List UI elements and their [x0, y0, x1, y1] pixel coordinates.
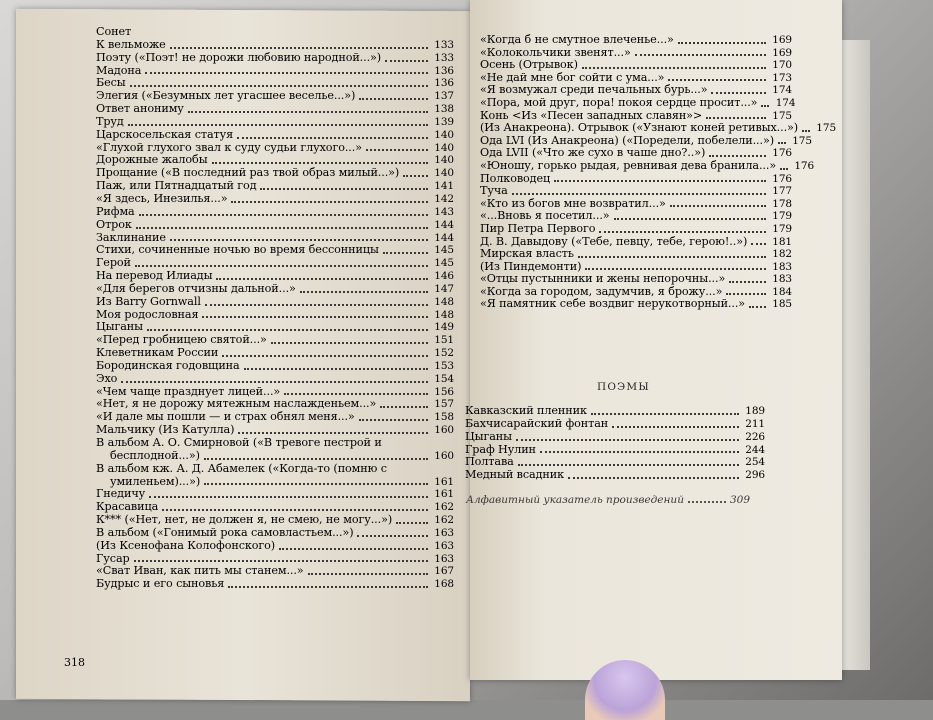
leader-dots	[136, 226, 428, 229]
toc-entry-page: 161	[434, 488, 454, 501]
toc-entry-page: 157	[434, 398, 454, 411]
toc-entry-title: Ода LVII («Что же сухо в чаше дно?..»)	[480, 146, 706, 160]
leader-dots	[568, 476, 739, 479]
toc-entry	[96, 219, 454, 232]
leader-dots	[205, 303, 428, 306]
toc-entry-title: Бородинская годовщина	[96, 358, 240, 372]
toc-entry	[96, 527, 454, 540]
toc-entry	[480, 248, 792, 261]
leader-dots	[668, 78, 766, 81]
leader-dots	[279, 547, 428, 550]
toc-entry-page: 133	[434, 38, 454, 51]
toc-entry-page: 244	[745, 443, 765, 456]
toc-entry-title: Д. В. Давыдову («Тебе, певцу, тебе, герою!..»)	[480, 234, 748, 248]
leader-dots	[260, 187, 428, 190]
toc-entry-title: В альбом А. О. Смирновой («В тревоге пестрой и	[96, 436, 382, 449]
toc-entry	[96, 52, 454, 65]
toc-entry-page: 140	[434, 141, 454, 154]
leader-dots	[284, 392, 428, 395]
toc-entry-title: Ода LVI (Из Анакреона) («Поредели, побелели...»)	[480, 133, 774, 147]
toc-entry	[96, 270, 454, 283]
toc-entry	[96, 26, 454, 39]
toc-entry-title: Мадона	[96, 63, 142, 77]
toc-entry-page: 133	[434, 51, 454, 64]
toc-entry-page: 162	[434, 501, 454, 514]
leader-dots	[170, 238, 428, 241]
toc-entry-title: Поэту («Поэт! не дорожи любовию народной...»)	[96, 50, 382, 64]
toc-entry	[96, 578, 454, 591]
toc-entry-title: Элегия («Безумных лет угасшее веселье...»)	[96, 89, 356, 103]
toc-entry-page: 176	[772, 147, 792, 160]
toc-entry-page: 136	[434, 64, 454, 77]
toc-entry-page: 152	[434, 347, 454, 360]
leader-dots	[204, 482, 428, 485]
leader-dots	[145, 71, 428, 74]
toc-entry-title: «Перед гробницею святой...»	[96, 333, 267, 347]
leader-dots	[709, 154, 766, 157]
toc-entry	[480, 95, 796, 110]
leader-dots	[162, 508, 428, 511]
toc-entry	[96, 39, 454, 52]
leader-dots	[380, 405, 428, 408]
toc-entry-page: 144	[434, 218, 454, 231]
toc-entry	[96, 360, 454, 373]
toc-entry-page: 174	[775, 96, 796, 109]
toc-entry-title: (Из Анакреона). Отрывок («Узнают коней ретивых...»)	[480, 121, 799, 135]
toc-entry-title: «Когда б не смутное влеченье...»	[480, 33, 674, 46]
toc-entry-page: 189	[745, 405, 765, 417]
toc-entry	[480, 273, 792, 286]
toc-entry	[96, 193, 454, 206]
toc-entry	[96, 116, 454, 129]
toc-entry-title: Цыганы	[96, 320, 143, 334]
toc-entry-page: 140	[434, 154, 454, 167]
toc-entry-title: Ответ анониму	[96, 102, 184, 116]
leader-dots	[366, 148, 428, 151]
toc-entry	[96, 373, 454, 386]
toc-entry-title: Бахчисарайский фонтан	[465, 416, 609, 430]
leader-dots	[599, 230, 766, 233]
toc-entry-page: 169	[772, 34, 792, 46]
toc-entry-page: 163	[434, 552, 454, 565]
leader-dots	[212, 161, 428, 164]
toc-entry-title: Клеветникам России	[96, 346, 219, 360]
toc-entry-page: 296	[745, 469, 765, 482]
toc-entry-title: «Юношу, горько рыдая, ревнивая дева бранила...»	[480, 158, 777, 172]
leader-dots	[386, 446, 428, 447]
toc-entry-title: «Не дай мне бог сойти с ума...»	[480, 70, 665, 84]
leader-dots	[271, 341, 428, 344]
toc-entry-title: Кавказский пленник	[465, 404, 587, 417]
toc-entry-title: «...Вновь я посетил...»	[480, 209, 610, 223]
index-label: Алфавитный указатель произведений	[466, 494, 684, 506]
toc-entry-title: «Нет, я не дорожу мятежным наслажденьем...»	[96, 397, 377, 411]
leader-dots	[188, 110, 428, 113]
toc-entry	[96, 463, 454, 476]
leader-dots	[749, 305, 766, 308]
leader-dots	[554, 179, 766, 182]
toc-entry-page: 158	[434, 411, 454, 424]
leader-dots	[635, 53, 766, 56]
poems-toc-list	[465, 405, 765, 482]
leader-dots	[778, 141, 786, 144]
toc-entry-title: умиленьем)...»)	[110, 474, 201, 488]
toc-entry-page: 168	[434, 578, 454, 591]
leader-dots	[612, 425, 739, 428]
toc-entry	[480, 173, 792, 186]
toc-entry-title: «Сват Иван, как пить мы станем...»	[96, 564, 304, 578]
leader-dots	[729, 280, 766, 283]
toc-entry	[96, 206, 454, 219]
toc-entry-page: 183	[772, 273, 792, 286]
toc-entry-title: бесплодной...»)	[110, 448, 200, 462]
toc-entry-page: 185	[772, 298, 792, 311]
toc-entry-page: 149	[434, 321, 454, 334]
leader-dots	[578, 255, 766, 258]
toc-entry-page: 151	[434, 334, 454, 347]
toc-entry-title: Царскосельская статуя	[96, 127, 234, 141]
toc-entry-page: 177	[772, 185, 792, 198]
toc-entry-title: Пир Петра Первого	[480, 221, 596, 235]
toc-entry-title: Из Barry Gornwall	[96, 294, 201, 308]
toc-entry-page: 175	[772, 109, 792, 122]
leader-dots	[222, 354, 428, 357]
toc-entry-title: (Из Пиндемонти)	[480, 259, 582, 273]
leader-dots	[678, 41, 766, 44]
toc-entry-page: 143	[434, 205, 454, 218]
toc-entry	[96, 65, 454, 78]
toc-entry-title: На перевод Илиады	[96, 269, 213, 283]
left-toc-list	[96, 26, 454, 591]
leader-dots	[614, 217, 766, 220]
toc-entry-title: Мальчику (Из Катулла)	[96, 423, 235, 437]
toc-entry-title: Эхо	[96, 371, 118, 385]
toc-entry-page: 160	[434, 449, 454, 462]
toc-entry-title: Мирская власть	[480, 247, 574, 261]
leader-dots	[711, 91, 766, 94]
toc-entry-page: 179	[772, 210, 792, 223]
toc-entry-page: 136	[434, 77, 454, 90]
toc-entry-page: 142	[434, 192, 454, 205]
toc-entry-title: Цыганы	[465, 429, 512, 443]
toc-entry-page: 145	[434, 244, 454, 257]
leader-dots	[170, 46, 428, 49]
leader-dots	[216, 277, 428, 280]
toc-entry-title: «Я памятник себе воздвиг нерукотворный...»	[480, 297, 746, 311]
toc-entry-title: Медный всадник	[465, 468, 564, 482]
leader-dots	[147, 328, 428, 331]
toc-entry-page: 147	[434, 282, 454, 295]
leader-dots	[130, 84, 428, 87]
leader-dots	[228, 585, 428, 588]
toc-entry	[480, 185, 792, 198]
leader-dots	[726, 292, 766, 295]
toc-entry-title: Полтава	[465, 455, 514, 469]
toc-entry-page: 160	[434, 424, 454, 437]
leader-dots	[121, 380, 428, 383]
toc-entry-page: 176	[772, 172, 792, 185]
toc-entry-title: Будрыс и его сыновья	[96, 577, 225, 591]
leader-dots	[300, 290, 428, 293]
leader-dots	[128, 123, 428, 126]
toc-entry	[96, 129, 454, 142]
leader-dots	[761, 104, 769, 107]
toc-entry	[96, 437, 454, 450]
index-leader-dots	[688, 494, 726, 503]
toc-entry-page: 153	[434, 359, 454, 372]
leader-dots	[383, 251, 428, 254]
leader-dots	[780, 167, 788, 170]
toc-entry-page: 154	[434, 372, 454, 385]
toc-entry-title: «Колокольчики звенят...»	[480, 45, 631, 59]
toc-entry-title: Бесы	[96, 76, 126, 90]
toc-entry	[96, 103, 454, 116]
toc-entry-title: Прощание («В последний раз твой образ милый...»)	[96, 166, 400, 180]
leader-dots	[706, 116, 766, 119]
leader-dots	[238, 431, 428, 434]
leader-dots	[396, 521, 428, 524]
toc-entry-page: 163	[434, 526, 454, 539]
toc-entry-title: «Отцы пустынники и жены непорочны...»	[480, 272, 726, 286]
toc-entry-title: Отрок	[96, 217, 132, 231]
toc-entry-title: «Я возмужал среди печальных бурь...»	[480, 83, 708, 97]
toc-entry-page: 181	[772, 235, 792, 248]
toc-entry-page: 156	[434, 385, 454, 398]
leader-dots	[359, 97, 428, 100]
toc-entry	[465, 418, 765, 431]
leader-dots	[202, 315, 428, 318]
toc-entry-page: 162	[434, 514, 454, 527]
toc-entry-page: 145	[434, 257, 454, 270]
toc-entry-title: Красавица	[96, 500, 159, 514]
toc-entry-title: «Когда за городом, задумчив, я брожу...»	[480, 284, 723, 298]
toc-entry-page: 169	[772, 46, 792, 59]
leader-dots	[518, 463, 739, 466]
leader-dots	[751, 242, 766, 245]
leader-dots	[582, 66, 766, 69]
leader-dots	[135, 35, 428, 36]
toc-entry-title: К*** («Нет, нет, не должен я, не смею, не могу...»)	[96, 513, 393, 527]
alphabetical-index-line	[466, 494, 750, 506]
leader-dots	[357, 534, 428, 537]
toc-entry-page: 184	[772, 285, 792, 298]
toc-entry-page: 176	[794, 159, 815, 172]
toc-entry	[96, 540, 454, 553]
toc-entry	[480, 158, 815, 173]
toc-entry-page: 182	[772, 248, 792, 261]
leader-dots	[359, 418, 428, 421]
toc-entry-page: 175	[816, 122, 837, 135]
toc-entry-title: Гусар	[96, 551, 130, 565]
leader-dots	[391, 472, 428, 473]
toc-entry	[96, 309, 454, 322]
toc-entry-page: 140	[434, 128, 454, 141]
leader-dots	[802, 129, 810, 132]
toc-entry	[96, 283, 454, 296]
right-toc-list	[480, 33, 837, 311]
toc-entry-page: 148	[434, 308, 454, 321]
leader-dots	[403, 174, 428, 177]
toc-entry	[465, 405, 765, 418]
toc-entry-page: 179	[772, 222, 792, 235]
leader-dots	[244, 367, 428, 370]
leader-dots	[591, 412, 739, 415]
toc-entry-title: Туча	[480, 184, 508, 198]
toc-entry-page: 174	[772, 84, 792, 97]
toc-entry	[480, 121, 837, 135]
toc-entry-title: Заклинание	[96, 230, 166, 244]
toc-entry-title: Полководец	[480, 171, 551, 185]
poems-heading: ПОЭМЫ	[597, 381, 650, 393]
page-stack-edge	[842, 40, 870, 670]
toc-entry-title: К вельможе	[96, 37, 166, 51]
toc-entry-title: «Пора, мой друг, пора! покоя сердце просит...»	[480, 95, 758, 109]
toc-entry-title: «Для берегов отчизны дальной...»	[96, 281, 296, 295]
leader-dots	[540, 450, 739, 453]
toc-entry-page: 183	[772, 260, 792, 273]
toc-entry	[465, 469, 765, 482]
toc-entry-page: 137	[434, 90, 454, 103]
page-number: 318	[64, 656, 85, 669]
leader-dots	[516, 438, 739, 441]
toc-entry	[96, 476, 454, 489]
toc-entry-page: 139	[434, 115, 454, 128]
toc-entry-title: «Чем чаще празднует лицей...»	[96, 384, 281, 398]
toc-entry	[480, 298, 792, 311]
toc-entry-title: «И дале мы пошли — и страх обнял меня...»	[96, 410, 355, 424]
toc-entry	[480, 34, 792, 47]
toc-entry	[96, 450, 454, 463]
leader-dots	[237, 136, 428, 139]
toc-entry-title: В альбом кж. А. Д. Абамелек («Когда-то (помню с	[96, 461, 387, 475]
leader-dots	[512, 192, 766, 195]
toc-entry	[96, 296, 454, 309]
toc-entry	[96, 514, 454, 527]
toc-entry-title: Конь <Из «Песен западных славян»>	[480, 108, 703, 122]
toc-entry	[480, 223, 792, 236]
toc-entry	[96, 244, 454, 257]
leader-dots	[135, 264, 428, 267]
toc-entry-page: 170	[772, 59, 792, 72]
toc-entry-page: 211	[745, 417, 765, 430]
toc-entry	[465, 431, 765, 444]
leader-dots	[308, 572, 428, 575]
leader-dots	[231, 200, 428, 203]
toc-entry-page: 148	[434, 295, 454, 308]
toc-entry-title: Паж, или Пятнадцатый год	[96, 179, 257, 193]
toc-entry-page: 226	[745, 430, 765, 443]
toc-entry-title: (Из Ксенофана Колофонского)	[96, 538, 276, 552]
toc-entry-title: Труд	[96, 114, 124, 128]
toc-entry-page: 254	[745, 456, 765, 469]
toc-entry-page: 161	[434, 475, 454, 488]
leader-dots	[134, 559, 428, 562]
index-page-number: 309	[729, 494, 750, 506]
toc-entry-page: 167	[434, 565, 454, 578]
toc-entry-page: 173	[772, 71, 792, 84]
toc-entry-title: Гнедичу	[96, 487, 146, 501]
leader-dots	[149, 495, 428, 498]
leader-dots	[139, 213, 428, 216]
toc-entry-title: «Я здесь, Инезилья...»	[96, 191, 228, 205]
leader-dots	[670, 204, 766, 207]
toc-entry-title: Рифма	[96, 204, 135, 218]
toc-entry-page: 138	[434, 103, 454, 116]
toc-entry-title: Стихи, сочиненные ночью во время бессонницы	[96, 243, 379, 257]
toc-entry-title: «Глухой глухого звал к суду судьи глухого...»	[96, 140, 362, 154]
toc-entry-page: 140	[434, 167, 454, 180]
toc-entry-page: 146	[434, 270, 454, 283]
toc-entry-page: 163	[434, 539, 454, 552]
toc-entry-title: Герой	[96, 256, 131, 270]
toc-entry-title: Сонет	[96, 25, 132, 38]
toc-entry-title: «Кто из богов мне возвратил...»	[480, 196, 666, 210]
toc-entry-page: 175	[792, 134, 812, 147]
leader-dots	[585, 267, 766, 270]
toc-entry-page: 144	[434, 231, 454, 244]
leader-dots	[204, 457, 428, 460]
toc-entry-title: Граф Нулин	[465, 442, 536, 456]
toc-entry-title: Осень (Отрывок)	[480, 58, 578, 72]
toc-entry-page: 141	[434, 180, 454, 193]
toc-entry-title: Моя родословная	[96, 307, 199, 321]
leader-dots	[385, 59, 428, 62]
toc-entry-title: Дорожные жалобы	[96, 153, 208, 167]
toc-entry	[480, 59, 792, 72]
toc-entry	[96, 347, 454, 360]
toc-entry-title: В альбом («Гонимый рока самовластьем...»)	[96, 525, 354, 539]
toc-entry-page: 178	[772, 197, 792, 210]
